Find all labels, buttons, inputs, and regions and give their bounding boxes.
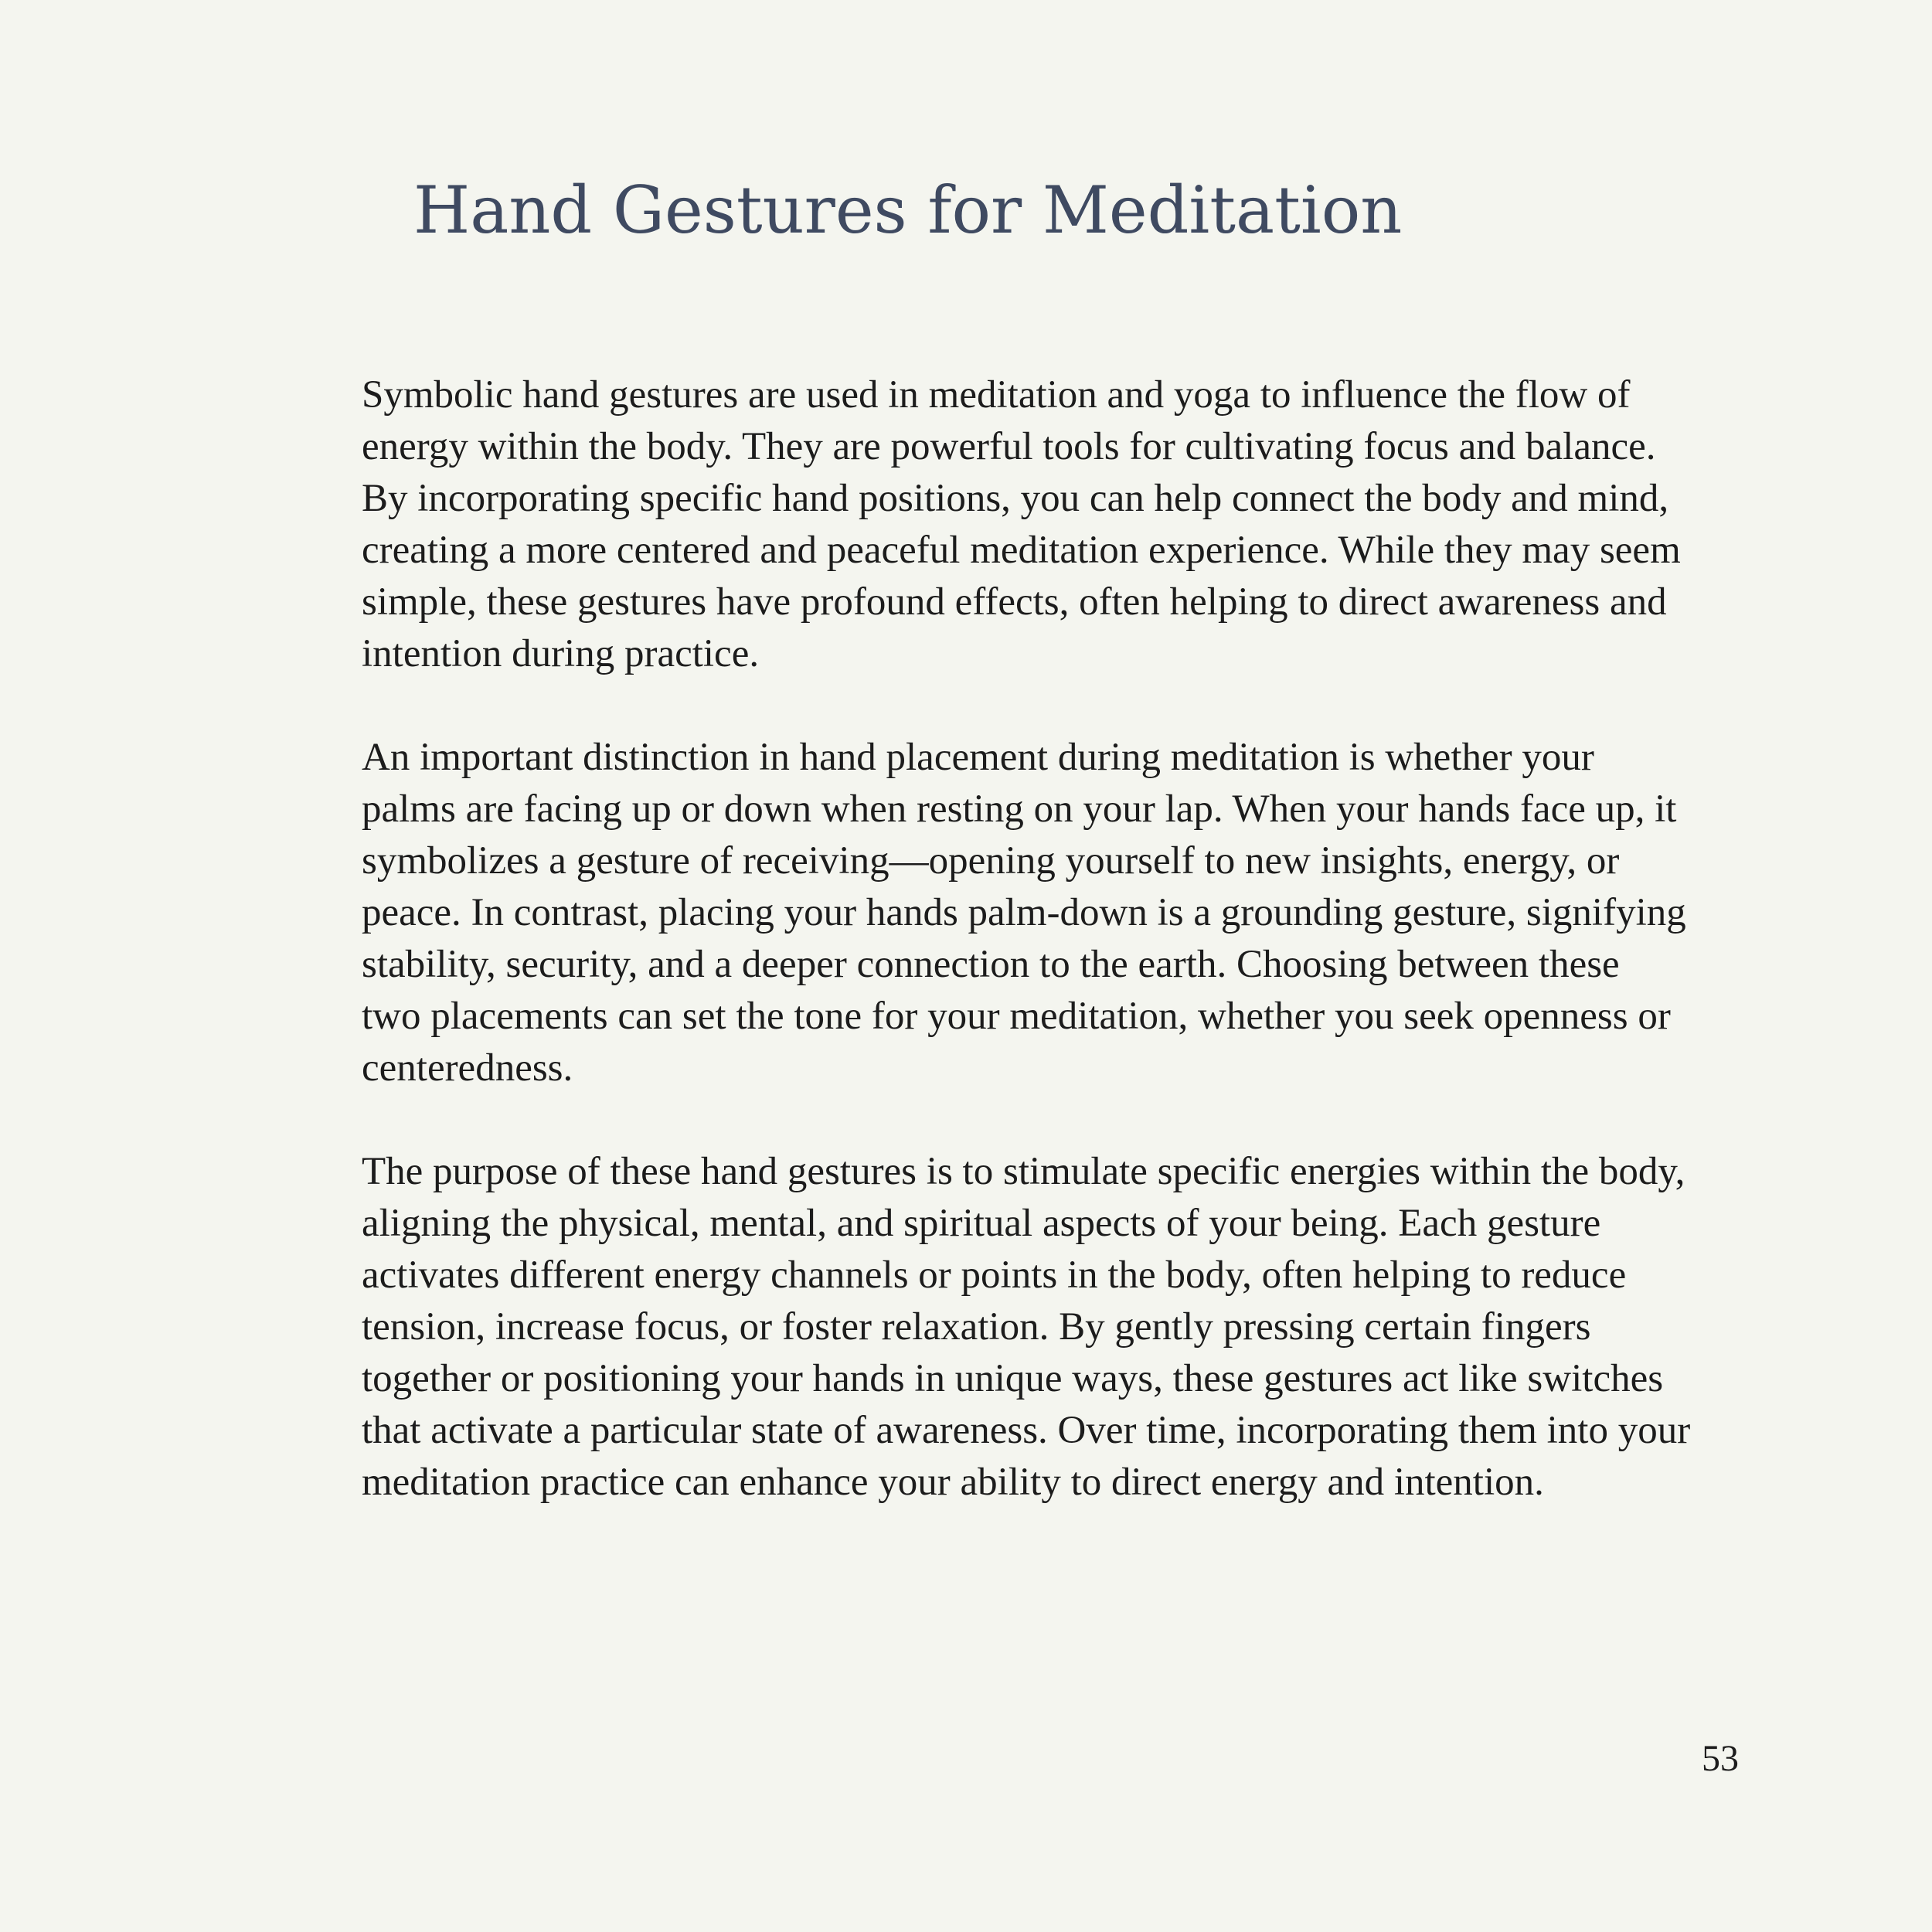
text-line: energy within the body. They are powerful tools for cultivating focus and balance.	[362, 425, 1656, 468]
text-line: The purpose of these hand gestures is to stimulate specific energies within the body,	[362, 1150, 1685, 1193]
text-line: simple, these gestures have profound effects, often helping to direct awareness and	[362, 580, 1667, 624]
page-number: 53	[1702, 1738, 1739, 1779]
text-line: centeredness.	[362, 1046, 573, 1090]
text-line: tension, increase focus, or foster relaxation. By gently pressing certain fingers	[362, 1305, 1591, 1349]
text-line: activates different energy channels or points in the body, often helping to reduce	[362, 1253, 1627, 1297]
text-line: creating a more centered and peaceful meditation experience. While they may seem	[362, 529, 1681, 572]
paragraph-1	[362, 369, 1691, 680]
paragraph-3	[362, 1146, 1691, 1509]
text-line: meditation practice can enhance your ability to direct energy and intention.	[362, 1461, 1544, 1504]
text-line: peace. In contrast, placing your hands palm-down is a grounding gesture, signifying	[362, 891, 1686, 934]
text-line: symbolizes a gesture of receiving—opening yourself to new insights, energy, or	[362, 839, 1620, 883]
text-line: aligning the physical, mental, and spiritual aspects of your being. Each gesture	[362, 1202, 1601, 1245]
text-line: together or positioning your hands in unique ways, these gestures act like switches	[362, 1357, 1664, 1400]
text-line: An important distinction in hand placement during meditation is whether your	[362, 736, 1594, 779]
body-text	[362, 369, 1691, 1560]
text-line: Symbolic hand gestures are used in meditation and yoga to influence the flow of	[362, 373, 1631, 417]
paragraph-2	[362, 732, 1691, 1094]
text-line: By incorporating specific hand positions, you can help connect the body and mind,	[362, 477, 1669, 520]
text-line: two placements can set the tone for your meditation, whether you seek openness or	[362, 995, 1671, 1038]
text-line: palms are facing up or down when resting on your lap. When your hands face up, it	[362, 787, 1677, 831]
text-line: that activate a particular state of awareness. Over time, incorporating them into your	[362, 1409, 1691, 1452]
text-line: stability, security, and a deeper connection to the earth. Choosing between these	[362, 943, 1620, 986]
text-line: intention during practice.	[362, 632, 760, 675]
page-title: Hand Gestures for Meditation	[413, 172, 1403, 248]
